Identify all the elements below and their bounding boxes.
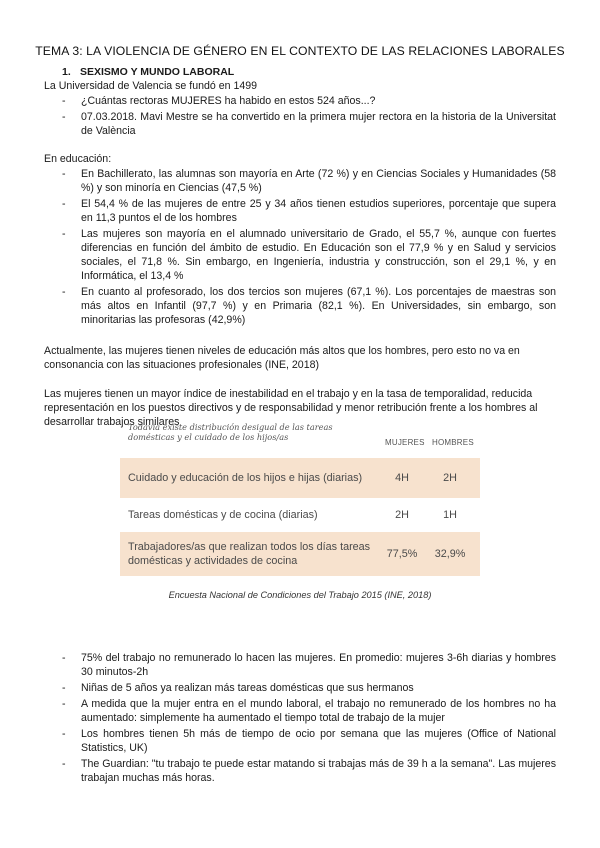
mujeres-value: 77,5%	[386, 548, 418, 560]
list-item: - El 54,4 % de las mujeres de entre 25 y 34 años tienen estudios superiores, porcentaje que supera en 11,3 puntos el de los hombres	[62, 197, 556, 225]
row-label: Cuidado y educación de los hijos e hijas (diarias)	[128, 472, 363, 484]
list-item: - En cuanto al profesorado, los dos tercios son mujeres (67,1 %). Los porcentajes de maestras son más altos en Infantil (97,7 %) y en Primaria (82,1 %). En Universidades, sin embargo, son minoritarias las profesoras (42,9%)	[62, 285, 556, 327]
mujeres-value: 2H	[395, 509, 409, 521]
paragraph: Actualmente, las mujeres tienen niveles de educación más altos que los hombres, pero esto no va en consonancia con las situaciones profesionales (INE, 2018)	[44, 345, 520, 371]
list-item: - The Guardian: "tu trabajo te puede estar matando si trabajas más de 39 h a la semana". Las mujeres trabajan muchas más horas.	[62, 757, 556, 785]
intro-text: La Universidad de Valencia se fundó en 1499	[44, 80, 258, 92]
hombres-value: 2H	[443, 472, 457, 484]
hombres-value: 1H	[443, 509, 457, 521]
list-item: - Niñas de 5 años ya realizan más tareas domésticas que sus hermanos	[62, 681, 556, 695]
list-item: - En Bachillerato, las alumnas son mayoría en Arte (72 %) y en Ciencias Sociales y Humanidades (58 %) y son minoría en Ciencias (47,5 %)	[62, 167, 556, 195]
paragraph: Las mujeres tienen un mayor índice de inestabilidad en el trabajo y en la tasa de temporalidad, reducida representación en los puestos directivos y de responsabilidad y menor retribución frente a los hombres al desarrollar trabajos similares	[44, 388, 538, 428]
row-label: Tareas domésticas y de cocina (diarias)	[128, 509, 318, 521]
table-row	[120, 498, 480, 532]
education-list	[62, 167, 556, 329]
section-number: 1.	[62, 66, 71, 78]
section-heading	[62, 66, 234, 78]
list-item: - ¿Cuántas rectoras MUJERES ha habido en estos 524 años...?	[62, 94, 556, 108]
list-item: - 07.03.2018. Mavi Mestre se ha convertido en la primera mujer rectora en la historia de la Universitat de València	[62, 110, 556, 138]
list-item: - 75% del trabajo no remunerado lo hacen las mujeres. En promedio: mujeres 3-6h diarias y hombres 30 minutos-2h	[62, 651, 556, 679]
column-header-mujeres: MUJERES	[385, 438, 425, 447]
list-item: - Los hombres tienen 5h más de tiempo de ocio por semana que las mujeres (Office of National Statistics, UK)	[62, 727, 556, 755]
final-list	[62, 651, 556, 787]
mujeres-value: 4H	[395, 472, 409, 484]
table-subtitle: Todavía existe distribución desigual de las tareas domésticas y el cuidado de los hijos/as	[128, 422, 333, 442]
list-item: - A medida que la mujer entra en el mundo laboral, el trabajo no remunerado de los hombres no ha aumentado: simplemente ha aumentado el tiempo total de trabajo de la mujer	[62, 697, 556, 725]
table-header	[120, 420, 480, 458]
column-header-hombres: HOMBRES	[432, 438, 474, 447]
table-source: Encuesta Nacional de Condiciones del Trabajo 2015 (INE, 2018)	[168, 590, 432, 600]
time-distribution-table	[120, 420, 480, 600]
section-label: SEXISMO Y MUNDO LABORAL	[80, 66, 235, 78]
table-row	[120, 532, 480, 576]
list-item: - Las mujeres son mayoría en el alumnado universitario de Grado, el 55,7 %, aunque con fuertes diferencias en función del ámbito de estudio. En Educación son el 77,9 % y en Salud y servicios sociales, el 71,8 %. Sin embargo, en Ingeniería, industria y construcción, son el 29,1 %, y en Informática, el 13,4 %	[62, 227, 556, 283]
intro-list	[62, 94, 556, 140]
table-row	[120, 458, 480, 498]
page-title: TEMA 3: LA VIOLENCIA DE GÉNERO EN EL CONTEXTO DE LAS RELACIONES LABORALES	[35, 44, 565, 58]
row-label: Trabajadores/as que realizan todos los días tareas domésticas y actividades de cocina	[128, 541, 371, 567]
hombres-value: 32,9%	[434, 548, 466, 560]
education-heading: En educación:	[44, 153, 112, 165]
